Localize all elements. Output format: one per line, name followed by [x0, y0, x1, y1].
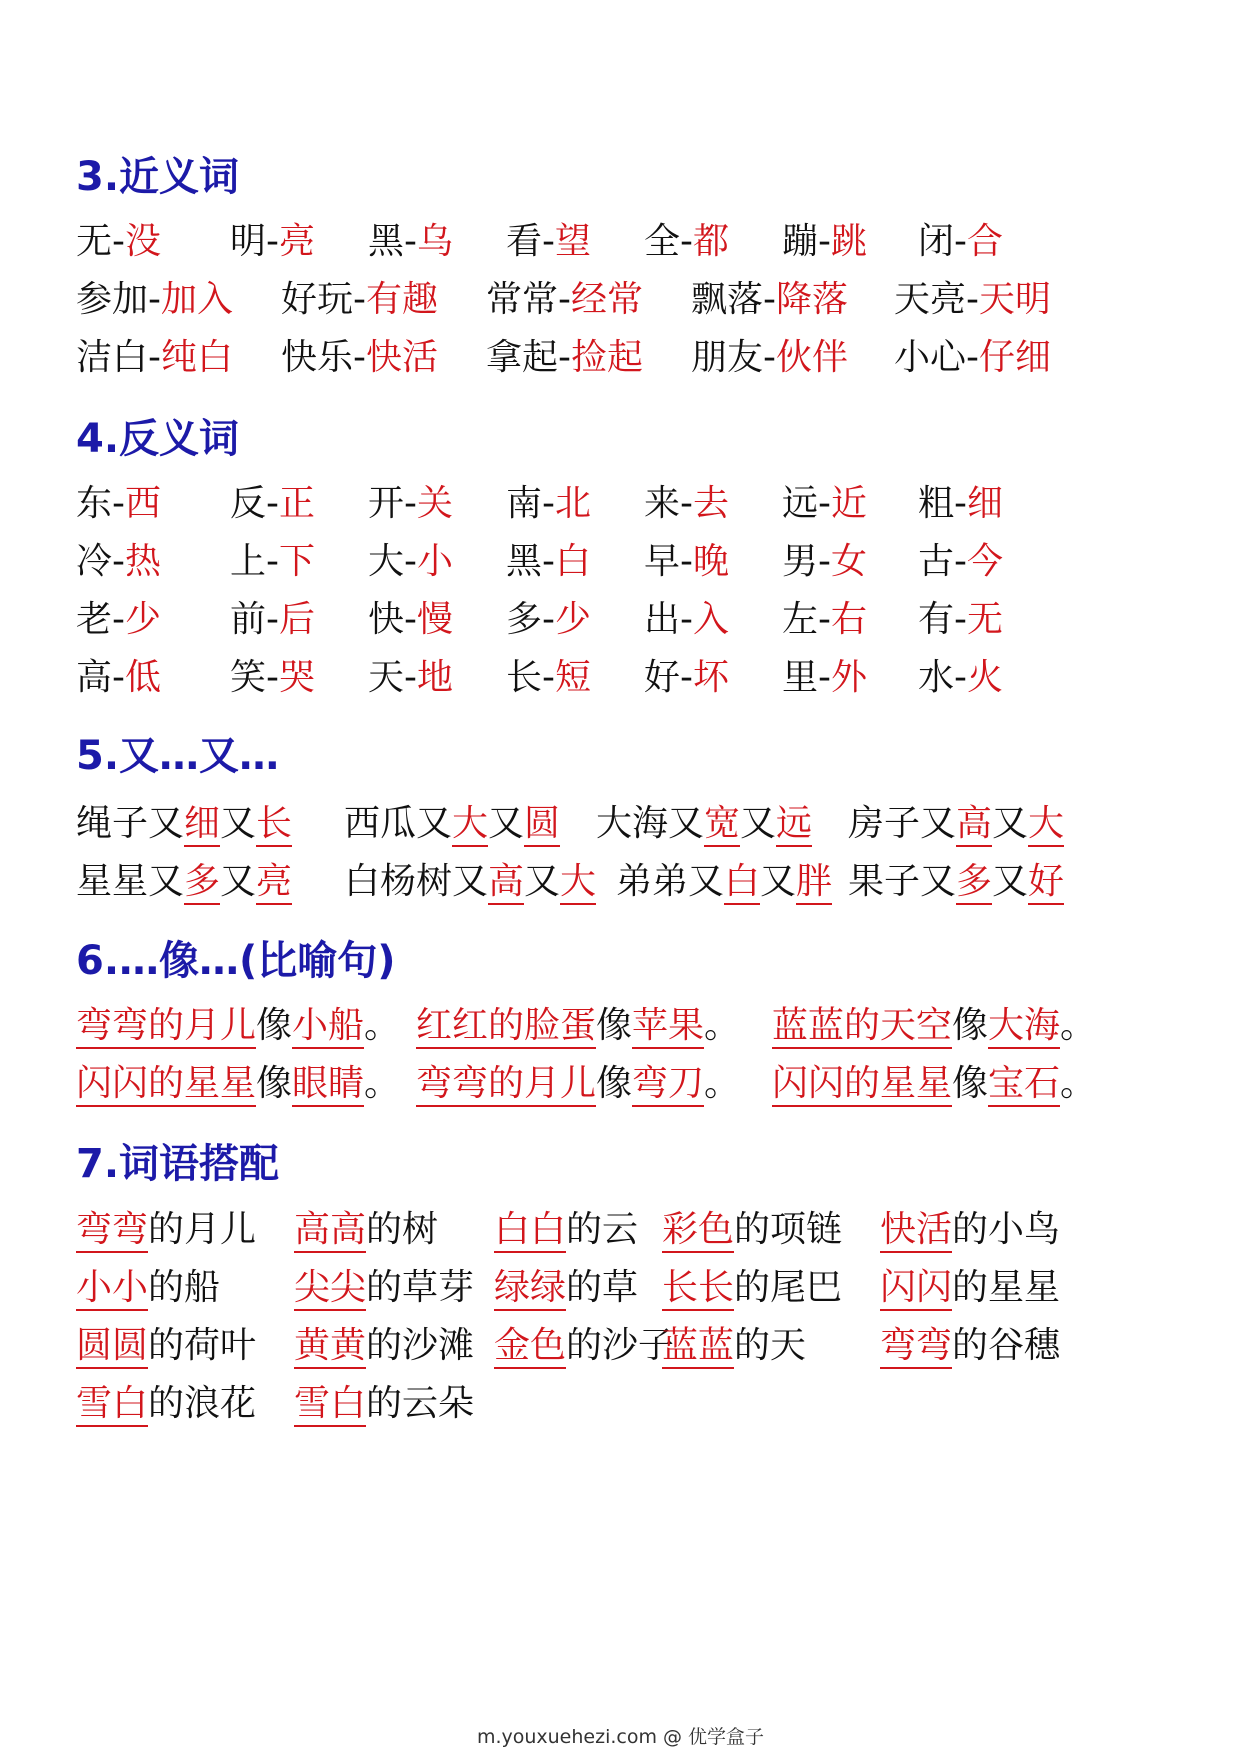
- word-item: [344, 798, 560, 850]
- punctuation: 。: [1060, 1005, 1097, 1046]
- word-item: [230, 216, 315, 268]
- word-item: [880, 1320, 1060, 1372]
- word-item: [691, 274, 848, 326]
- word-pair: 乌: [417, 221, 454, 262]
- word-head: 水-: [918, 657, 967, 698]
- subject-text: 星星又: [76, 861, 185, 902]
- word-pair: 今: [967, 541, 1004, 582]
- subject-text: 大海又: [596, 803, 705, 844]
- noun-phrase: 的项链: [734, 1209, 843, 1250]
- word-head: 黑-: [506, 541, 555, 582]
- adjective-1: 多: [184, 861, 220, 905]
- connector-text: 又: [992, 803, 1029, 844]
- noun-phrase: 的船: [148, 1267, 221, 1308]
- adjective-2: 大: [1028, 803, 1064, 847]
- word-item: [662, 1262, 842, 1314]
- word-item: [782, 216, 867, 268]
- noun-phrase: 的小鸟: [952, 1209, 1061, 1250]
- word-item: [644, 478, 729, 530]
- connector-text: 又: [992, 861, 1029, 902]
- connector-text: 又: [220, 803, 257, 844]
- modifier-word: 雪白: [294, 1383, 366, 1427]
- noun-phrase: 的浪花: [148, 1383, 257, 1424]
- word-head: 开-: [368, 483, 417, 524]
- subject-phrase: 蓝蓝的天空: [772, 1005, 952, 1049]
- comparison-word: 宝石: [988, 1063, 1060, 1107]
- word-pair: 没: [125, 221, 162, 262]
- word-head: 好玩-: [281, 279, 366, 320]
- subject-text: 弟弟又: [616, 861, 725, 902]
- subject-text: 房子又: [848, 803, 957, 844]
- word-item: [691, 332, 848, 384]
- subject-text: 白杨树又: [344, 861, 489, 902]
- word-pair: 入: [693, 599, 730, 640]
- word-head: 全-: [644, 221, 693, 262]
- word-item: [848, 798, 1064, 850]
- comparison-word: 小船: [292, 1005, 364, 1049]
- noun-phrase: 的尾巴: [734, 1267, 843, 1308]
- word-pair: 低: [125, 657, 162, 698]
- word-item: [596, 798, 812, 850]
- noun-phrase: 的月儿: [148, 1209, 257, 1250]
- word-pair: 合: [967, 221, 1004, 262]
- like-word: 像: [952, 1063, 989, 1104]
- word-item: [782, 536, 867, 588]
- word-item: [76, 798, 292, 850]
- word-pair: 北: [555, 483, 592, 524]
- word-item: [368, 216, 453, 268]
- word-item: [76, 856, 292, 908]
- word-head: 有-: [918, 599, 967, 640]
- word-item: [494, 1262, 638, 1314]
- word-item: [880, 1262, 1060, 1314]
- word-item: [506, 536, 591, 588]
- word-item: [918, 652, 1003, 704]
- word-pair: 少: [555, 599, 592, 640]
- like-word: 像: [596, 1005, 633, 1046]
- word-head: 大-: [368, 541, 417, 582]
- section-title: 7.词语搭配: [76, 1141, 280, 1187]
- word-item: [76, 1058, 400, 1110]
- word-head: 来-: [644, 483, 693, 524]
- modifier-word: 黄黄: [294, 1325, 366, 1369]
- noun-phrase: 的树: [366, 1209, 439, 1250]
- modifier-word: 小小: [76, 1267, 148, 1311]
- connector-text: 又: [760, 861, 797, 902]
- word-pair: 纯白: [161, 337, 234, 378]
- adjective-2: 大: [560, 861, 596, 905]
- word-head: 笑-: [230, 657, 279, 698]
- word-pair: 少: [125, 599, 162, 640]
- section-title: 4.反义词: [76, 416, 240, 462]
- word-item: [76, 1000, 400, 1052]
- word-item: [230, 536, 315, 588]
- noun-phrase: 的草芽: [366, 1267, 475, 1308]
- word-item: [644, 216, 729, 268]
- adjective-2: 远: [776, 803, 812, 847]
- word-item: [918, 594, 1003, 646]
- word-item: [281, 274, 438, 326]
- word-item: [76, 1204, 256, 1256]
- modifier-word: 金色: [494, 1325, 566, 1369]
- noun-phrase: 的荷叶: [148, 1325, 257, 1366]
- word-pair: 西: [125, 483, 162, 524]
- adjective-2: 长: [256, 803, 292, 847]
- word-item: [782, 594, 867, 646]
- word-pair: 地: [417, 657, 454, 698]
- connector-text: 又: [740, 803, 777, 844]
- adjective-2: 圆: [524, 803, 560, 847]
- word-pair: 后: [279, 599, 316, 640]
- word-item: [616, 856, 832, 908]
- subject-text: 绳子又: [76, 803, 185, 844]
- word-item: [281, 332, 438, 384]
- word-item: [782, 478, 867, 530]
- word-item: [644, 536, 729, 588]
- word-head: 老-: [76, 599, 125, 640]
- word-head: 快乐-: [281, 337, 366, 378]
- word-head: 反-: [230, 483, 279, 524]
- word-pair: 正: [279, 483, 316, 524]
- word-pair: 伙伴: [776, 337, 849, 378]
- word-item: [368, 536, 453, 588]
- word-item: [294, 1378, 474, 1430]
- modifier-word: 长长: [662, 1267, 734, 1311]
- adjective-1: 高: [956, 803, 992, 847]
- modifier-word: 雪白: [76, 1383, 148, 1427]
- subject-text: 西瓜又: [344, 803, 453, 844]
- noun-phrase: 的星星: [952, 1267, 1061, 1308]
- word-pair: 下: [279, 541, 316, 582]
- word-item: [368, 478, 453, 530]
- word-item: [494, 1204, 638, 1256]
- word-item: [486, 332, 643, 384]
- word-head: 左-: [782, 599, 831, 640]
- word-head: 看-: [506, 221, 555, 262]
- word-head: 好-: [644, 657, 693, 698]
- word-head: 参加-: [76, 279, 161, 320]
- adjective-1: 多: [956, 861, 992, 905]
- like-word: 像: [596, 1063, 633, 1104]
- word-item: [506, 652, 591, 704]
- section-title: 5.又…又…: [76, 733, 280, 779]
- word-pair: 天明: [979, 279, 1052, 320]
- modifier-word: 高高: [294, 1209, 366, 1253]
- word-item: [506, 216, 591, 268]
- word-item: [848, 856, 1064, 908]
- word-pair: 快活: [366, 337, 439, 378]
- noun-phrase: 的沙子: [566, 1325, 675, 1366]
- noun-phrase: 的草: [566, 1267, 639, 1308]
- word-item: [76, 1320, 256, 1372]
- word-pair: 捡起: [571, 337, 644, 378]
- word-head: 冷-: [76, 541, 125, 582]
- footer-watermark: m.youxuehezi.com @ 优学盒子: [476, 1726, 765, 1748]
- word-pair: 无: [967, 599, 1004, 640]
- comparison-word: 眼睛: [292, 1063, 364, 1107]
- section-title: 3.近义词: [76, 154, 240, 200]
- word-pair: 短: [555, 657, 592, 698]
- word-head: 飘落-: [691, 279, 776, 320]
- punctuation: 。: [364, 1063, 401, 1104]
- adjective-2: 好: [1028, 861, 1064, 905]
- word-pair: 哭: [279, 657, 316, 698]
- word-pair: 白: [555, 541, 592, 582]
- subject-phrase: 闪闪的星星: [76, 1063, 256, 1107]
- word-pair: 近: [831, 483, 868, 524]
- word-head: 出-: [644, 599, 693, 640]
- word-item: [230, 478, 315, 530]
- word-pair: 热: [125, 541, 162, 582]
- word-head: 远-: [782, 483, 831, 524]
- punctuation: 。: [704, 1063, 741, 1104]
- word-item: [782, 652, 867, 704]
- modifier-word: 弯弯: [880, 1325, 952, 1369]
- word-item: [76, 652, 161, 704]
- word-head: 天亮-: [894, 279, 979, 320]
- word-item: [772, 1000, 1096, 1052]
- word-item: [894, 332, 1051, 384]
- modifier-word: 弯弯: [76, 1209, 148, 1253]
- word-pair: 右: [831, 599, 868, 640]
- word-pair: 慢: [417, 599, 454, 640]
- like-word: 像: [256, 1005, 293, 1046]
- word-item: [662, 1320, 806, 1372]
- noun-phrase: 的谷穗: [952, 1325, 1061, 1366]
- subject-phrase: 弯弯的月儿: [416, 1063, 596, 1107]
- word-head: 东-: [76, 483, 125, 524]
- word-head: 粗-: [918, 483, 967, 524]
- word-item: [918, 478, 1003, 530]
- word-item: [880, 1204, 1060, 1256]
- word-item: [772, 1058, 1096, 1110]
- modifier-word: 白白: [494, 1209, 566, 1253]
- like-word: 像: [952, 1005, 989, 1046]
- word-item: [76, 274, 233, 326]
- word-item: [416, 1000, 740, 1052]
- word-head: 里-: [782, 657, 831, 698]
- modifier-word: 蓝蓝: [662, 1325, 734, 1369]
- comparison-word: 大海: [988, 1005, 1060, 1049]
- word-pair: 亮: [279, 221, 316, 262]
- modifier-word: 快活: [880, 1209, 952, 1253]
- word-pair: 仔细: [979, 337, 1052, 378]
- subject-text: 果子又: [848, 861, 957, 902]
- adjective-2: 亮: [256, 861, 292, 905]
- subject-phrase: 弯弯的月儿: [76, 1005, 256, 1049]
- word-item: [644, 652, 729, 704]
- word-head: 高-: [76, 657, 125, 698]
- word-head: 古-: [918, 541, 967, 582]
- adjective-1: 大: [452, 803, 488, 847]
- noun-phrase: 的云: [566, 1209, 639, 1250]
- word-item: [294, 1204, 438, 1256]
- comparison-word: 苹果: [632, 1005, 704, 1049]
- word-pair: 外: [831, 657, 868, 698]
- word-pair: 去: [693, 483, 730, 524]
- word-pair: 坏: [693, 657, 730, 698]
- adjective-1: 宽: [704, 803, 740, 847]
- word-item: [416, 1058, 740, 1110]
- punctuation: 。: [364, 1005, 401, 1046]
- word-head: 无-: [76, 221, 125, 262]
- punctuation: 。: [704, 1005, 741, 1046]
- word-head: 闭-: [918, 221, 967, 262]
- modifier-word: 彩色: [662, 1209, 734, 1253]
- word-item: [76, 1378, 256, 1430]
- word-pair: 跳: [831, 221, 868, 262]
- word-item: [662, 1204, 842, 1256]
- word-item: [918, 536, 1003, 588]
- word-item: [894, 274, 1051, 326]
- word-pair: 火: [967, 657, 1004, 698]
- word-item: [368, 652, 453, 704]
- word-head: 拿起-: [486, 337, 571, 378]
- word-item: [76, 478, 161, 530]
- word-head: 明-: [230, 221, 279, 262]
- word-head: 前-: [230, 599, 279, 640]
- adjective-1: 白: [724, 861, 760, 905]
- word-item: [506, 478, 591, 530]
- word-head: 天-: [368, 657, 417, 698]
- word-head: 早-: [644, 541, 693, 582]
- noun-phrase: 的云朵: [366, 1383, 475, 1424]
- punctuation: 。: [1060, 1063, 1097, 1104]
- adjective-1: 细: [184, 803, 220, 847]
- comparison-word: 弯刀: [632, 1063, 704, 1107]
- modifier-word: 绿绿: [494, 1267, 566, 1311]
- word-head: 南-: [506, 483, 555, 524]
- modifier-word: 闪闪: [880, 1267, 952, 1311]
- word-item: [368, 594, 453, 646]
- word-pair: 关: [417, 483, 454, 524]
- word-head: 长-: [506, 657, 555, 698]
- word-pair: 有趣: [366, 279, 439, 320]
- word-item: [294, 1320, 474, 1372]
- like-word: 像: [256, 1063, 293, 1104]
- word-head: 常常-: [486, 279, 571, 320]
- word-item: [506, 594, 591, 646]
- word-item: [344, 856, 596, 908]
- word-head: 黑-: [368, 221, 417, 262]
- word-item: [76, 332, 233, 384]
- word-head: 快-: [368, 599, 417, 640]
- word-pair: 小: [417, 541, 454, 582]
- modifier-word: 尖尖: [294, 1267, 366, 1311]
- word-item: [76, 216, 161, 268]
- word-item: [230, 594, 315, 646]
- modifier-word: 圆圆: [76, 1325, 148, 1369]
- subject-phrase: 闪闪的星星: [772, 1063, 952, 1107]
- word-pair: 细: [967, 483, 1004, 524]
- word-head: 朋友-: [691, 337, 776, 378]
- noun-phrase: 的沙滩: [366, 1325, 475, 1366]
- word-pair: 望: [555, 221, 592, 262]
- word-item: [494, 1320, 674, 1372]
- noun-phrase: 的天: [734, 1325, 807, 1366]
- word-pair: 晚: [693, 541, 730, 582]
- adjective-1: 高: [488, 861, 524, 905]
- word-item: [230, 652, 315, 704]
- word-head: 蹦-: [782, 221, 831, 262]
- word-item: [918, 216, 1003, 268]
- adjective-2: 胖: [796, 861, 832, 905]
- subject-phrase: 红红的脸蛋: [416, 1005, 596, 1049]
- word-head: 多-: [506, 599, 555, 640]
- word-item: [294, 1262, 474, 1314]
- word-item: [76, 594, 161, 646]
- word-pair: 加入: [161, 279, 234, 320]
- word-pair: 女: [831, 541, 868, 582]
- word-pair: 经常: [571, 279, 644, 320]
- word-head: 上-: [230, 541, 279, 582]
- connector-text: 又: [488, 803, 525, 844]
- word-head: 洁白-: [76, 337, 161, 378]
- word-item: [486, 274, 643, 326]
- section-title: 6.…像…(比喻句): [76, 938, 396, 984]
- word-pair: 都: [693, 221, 730, 262]
- word-item: [76, 1262, 220, 1314]
- word-item: [644, 594, 729, 646]
- word-head: 男-: [782, 541, 831, 582]
- word-item: [76, 536, 161, 588]
- word-pair: 降落: [776, 279, 849, 320]
- connector-text: 又: [220, 861, 257, 902]
- connector-text: 又: [524, 861, 561, 902]
- word-head: 小心-: [894, 337, 979, 378]
